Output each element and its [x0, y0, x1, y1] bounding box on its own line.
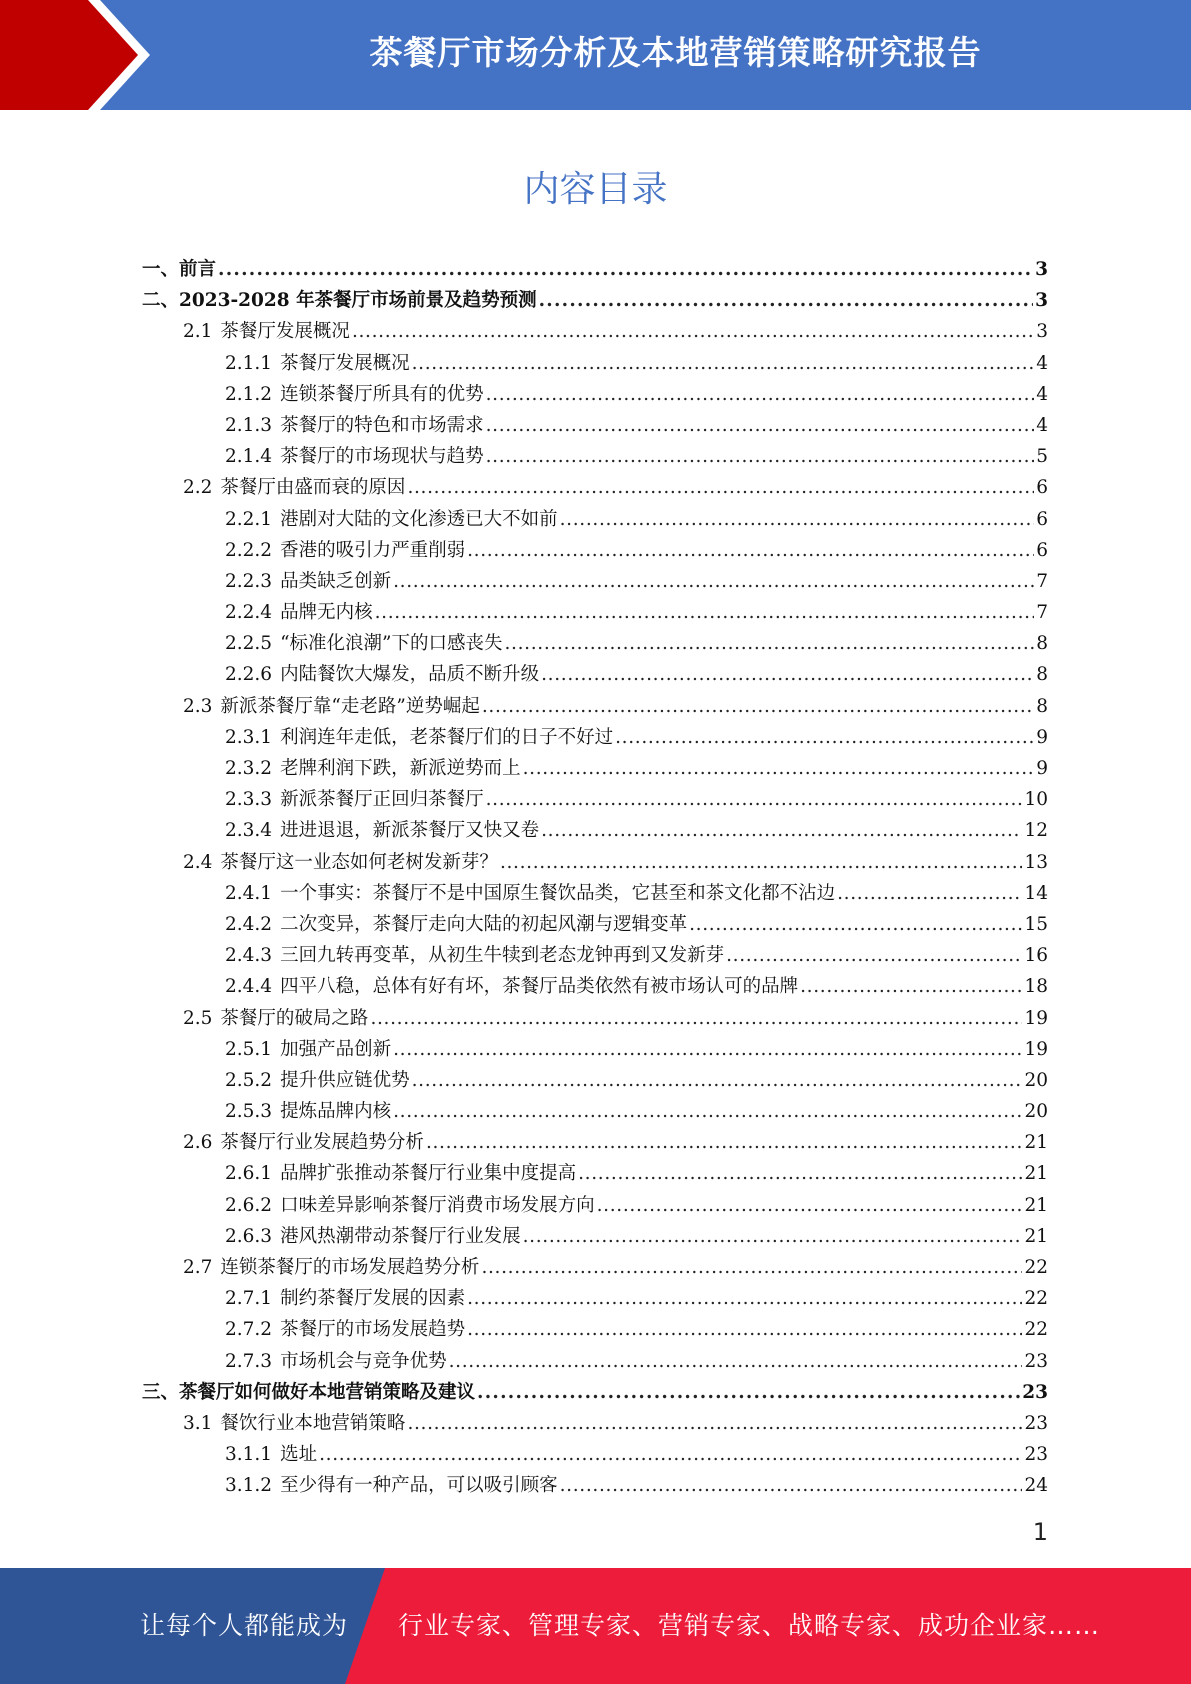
- toc-entry[interactable]: [142, 1377, 1048, 1408]
- toc-entry[interactable]: [142, 504, 1048, 535]
- toc-entry-text: 港剧对大陆的文化渗透已大不如前: [280, 508, 558, 530]
- toc-dot-leader: [615, 722, 1034, 753]
- toc-entry-text: 品类缺乏创新: [280, 570, 392, 592]
- toc-entry-number: 2.1: [183, 321, 213, 343]
- footer-banner: [0, 1568, 1191, 1684]
- document-title: 茶餐厅市场分析及本地营销策略研究报告: [369, 33, 982, 72]
- toc-entry-page: 4: [1036, 352, 1048, 374]
- toc-entry-label: [142, 815, 541, 846]
- toc-entry[interactable]: [142, 316, 1048, 347]
- toc-entry[interactable]: [142, 1314, 1048, 1345]
- toc-entry-text: 市场机会与竞争优势: [280, 1350, 447, 1372]
- toc-entry[interactable]: [142, 254, 1048, 285]
- toc-entry-text: 茶餐厅的破局之路: [220, 1007, 369, 1029]
- toc-dot-leader: [449, 1346, 1023, 1377]
- toc-dot-leader: [523, 753, 1035, 784]
- toc-entry-page: 19: [1024, 1038, 1048, 1060]
- toc-entry[interactable]: [142, 691, 1048, 722]
- toc-entry-text: 茶餐厅的市场现状与趋势: [280, 446, 484, 468]
- toc-entry-label: [142, 410, 486, 441]
- toc-dot-leader: [412, 348, 1035, 379]
- toc-entry[interactable]: [142, 722, 1048, 753]
- toc-entry-number: 2.7.3: [225, 1350, 273, 1372]
- toc-heading: 内容目录: [523, 169, 668, 210]
- toc-dot-leader: [486, 441, 1035, 472]
- toc-entry-page: 21: [1024, 1163, 1048, 1185]
- toc-entry-label: [142, 1034, 393, 1065]
- toc-entry-page: 3: [1035, 290, 1048, 312]
- toc-entry-page: 15: [1024, 913, 1048, 935]
- header-arrow-red: [0, 0, 138, 110]
- toc-entry[interactable]: [142, 285, 1048, 316]
- toc-dot-leader: [407, 1408, 1022, 1439]
- toc-entry-page: 24: [1024, 1475, 1048, 1497]
- header-arrow-blue-notch: [0, 0, 8, 110]
- toc-entry[interactable]: [142, 659, 1048, 690]
- toc-entry-page: 9: [1036, 726, 1048, 748]
- toc-entry-page: 5: [1036, 446, 1048, 468]
- toc-entry-page: 16: [1024, 945, 1048, 967]
- toc-entry-page: 21: [1024, 1225, 1048, 1247]
- toc-entry-label: [142, 597, 375, 628]
- toc-entry-page: 7: [1036, 602, 1048, 624]
- toc-entry[interactable]: [142, 1034, 1048, 1065]
- toc-entry-number: 2.7.1: [225, 1288, 273, 1310]
- toc-entry-label: [142, 909, 689, 940]
- toc-dot-leader: [541, 815, 1022, 846]
- toc-entry-text: 连锁茶餐厅所具有的优势: [280, 383, 484, 405]
- toc-entry-page: 4: [1036, 414, 1048, 436]
- toc-entry-label: [142, 1221, 523, 1252]
- toc-entry-text: “标准化浪潮”下的口感丧失: [280, 633, 503, 655]
- toc-dot-leader: [412, 1065, 1023, 1096]
- toc-entry-page: 7: [1036, 570, 1048, 592]
- toc-entry-label: [142, 1408, 407, 1439]
- toc-entry-label: [142, 348, 412, 379]
- toc-dot-leader: [541, 659, 1034, 690]
- toc-entry-text: 茶餐厅这一业态如何老树发新芽？: [220, 851, 498, 873]
- toc-entry-text: 品牌无内核: [280, 602, 373, 624]
- toc-entry-label: [142, 1252, 481, 1283]
- toc-entry-number: 2.2.2: [225, 539, 273, 561]
- toc-entry-text: 茶餐厅发展概况: [280, 352, 410, 374]
- toc-entry[interactable]: [142, 441, 1048, 472]
- toc-entry-number: 2.4.3: [225, 945, 273, 967]
- toc-entry[interactable]: [142, 1408, 1048, 1439]
- toc-entry-number: 2.1.1: [225, 352, 273, 374]
- toc-entry[interactable]: [142, 847, 1048, 878]
- toc-entry-label: [142, 1065, 412, 1096]
- toc-entry-label: [142, 971, 800, 1002]
- toc-entry-page: 21: [1024, 1194, 1048, 1216]
- toc-entry-label: [142, 659, 541, 690]
- toc-entry-text: 一个事实：茶餐厅不是中国原生餐饮品类，它甚至和茶文化都不沾边: [280, 882, 836, 904]
- toc-entry-label: [142, 1096, 393, 1127]
- toc-dot-leader: [467, 535, 1034, 566]
- toc-entry-label: [142, 1158, 578, 1189]
- toc-entry-page: 13: [1024, 851, 1048, 873]
- toc-entry-number: 一、: [142, 259, 180, 280]
- toc-dot-leader: [467, 1314, 1022, 1345]
- toc-entry[interactable]: [142, 1439, 1048, 1470]
- toc-entry-page: 6: [1036, 508, 1048, 530]
- toc-entry-page: 9: [1036, 758, 1048, 779]
- toc-entry-text: 香港的吸引力严重削弱: [280, 539, 466, 561]
- toc-entry[interactable]: [142, 971, 1048, 1002]
- toc-entry-number: 2.3.2: [225, 758, 273, 779]
- toc-entry-page: 18: [1024, 976, 1048, 998]
- toc-entry-label: [142, 535, 467, 566]
- toc-entry-label: [142, 1283, 467, 1314]
- toc-entry-text: 进进退退，新派茶餐厅又快又卷: [280, 820, 540, 842]
- toc-entry[interactable]: [142, 566, 1048, 597]
- toc-entry[interactable]: [142, 1065, 1048, 1096]
- toc-entry-page: 20: [1024, 1069, 1048, 1091]
- toc-entry-text: 茶餐厅的特色和市场需求: [280, 414, 484, 436]
- toc-entry-number: 2.5.3: [225, 1101, 273, 1123]
- toc-entry-text: 茶餐厅发展概况: [220, 321, 350, 343]
- toc-entry-number: 2.3: [183, 695, 213, 717]
- toc-entry-text: 茶餐厅由盛而衰的原因: [220, 477, 406, 499]
- toc-dot-leader: [393, 1034, 1022, 1065]
- toc-entry[interactable]: [142, 1221, 1048, 1252]
- toc-dot-leader: [375, 597, 1035, 628]
- toc-entry-text: 前言: [179, 259, 217, 280]
- toc-entry-number: 2.7: [183, 1257, 213, 1278]
- toc-entry-number: 2.2.6: [225, 664, 273, 686]
- toc-entry-label: [142, 691, 482, 722]
- table-of-contents: [142, 254, 1048, 1502]
- toc-entry-text: 内陆餐饮大爆发，品质不断升级: [280, 664, 540, 686]
- toc-entry-number: 2.3.4: [225, 820, 273, 842]
- toc-dot-leader: [486, 410, 1035, 441]
- toc-entry-label: [142, 1314, 467, 1345]
- toc-entry-page: 22: [1024, 1319, 1048, 1341]
- toc-entry-text: 港风热潮带动茶餐厅行业发展: [280, 1225, 521, 1247]
- footer-slogan-left: 让每个人都能成为: [140, 1611, 349, 1640]
- toc-entry-number: 2.6.3: [225, 1225, 273, 1247]
- toc-entry-number: 2.2.5: [225, 633, 273, 655]
- toc-entry-number: 2.6.1: [225, 1163, 273, 1185]
- toc-entry[interactable]: [142, 410, 1048, 441]
- footer-slogan-right: 行业专家、管理专家、营销专家、战略专家、成功企业家……: [398, 1611, 1101, 1640]
- toc-entry[interactable]: [142, 1283, 1048, 1314]
- toc-entry-page: 3: [1036, 321, 1048, 343]
- toc-entry[interactable]: [142, 1096, 1048, 1127]
- toc-entry-number: 2.2.4: [225, 602, 273, 624]
- toc-entry-label: [142, 254, 218, 285]
- toc-entry-text: 2023-2028 年茶餐厅市场前景及趋势预测: [179, 290, 537, 312]
- toc-entry-number: 3.1: [183, 1412, 213, 1434]
- toc-dot-leader: [505, 628, 1035, 659]
- toc-entry-number: 2.4.4: [225, 976, 273, 998]
- toc-dot-leader: [319, 1439, 1022, 1470]
- toc-entry-text: 连锁茶餐厅的市场发展趋势分析: [220, 1257, 480, 1278]
- toc-entry[interactable]: [142, 878, 1048, 909]
- toc-entry-text: 茶餐厅的市场发展趋势: [280, 1319, 466, 1341]
- toc-entry-number: 二、: [142, 290, 180, 312]
- toc-entry-page: 10: [1024, 789, 1048, 811]
- toc-entry-text: 提炼品牌内核: [280, 1101, 392, 1123]
- toc-dot-leader: [426, 1127, 1023, 1158]
- toc-entry-page: 20: [1024, 1101, 1048, 1123]
- toc-entry[interactable]: [142, 1127, 1048, 1158]
- toc-entry-number: 三、: [142, 1381, 180, 1403]
- toc-entry-label: [142, 1439, 319, 1470]
- header-banner: [0, 0, 1191, 110]
- toc-entry-number: 2.5: [183, 1007, 213, 1029]
- toc-entry-label: [142, 1190, 597, 1221]
- toc-entry-label: [142, 1127, 426, 1158]
- toc-entry-label: [142, 722, 615, 753]
- toc-entry-page: 22: [1024, 1257, 1048, 1278]
- toc-entry-number: 3.1.2: [225, 1475, 273, 1497]
- toc-dot-leader: [393, 566, 1034, 597]
- toc-entry-text: 四平八稳，总体有好有坏，茶餐厅品类依然有被市场认可的品牌: [280, 976, 799, 998]
- toc-entry-number: 2.2.1: [225, 508, 273, 530]
- toc-entry-number: 3.1.1: [225, 1444, 273, 1466]
- toc-dot-leader: [370, 1003, 1022, 1034]
- toc-entry[interactable]: [142, 1158, 1048, 1189]
- toc-entry-text: 利润连年走低，老茶餐厅们的日子不好过: [280, 726, 614, 748]
- toc-entry-text: 三回九转再变革，从初生牛犊到老态龙钟再到又发新芽: [280, 945, 725, 967]
- toc-entry-text: 二次变异，茶餐厅走向大陆的初起风潮与逻辑变革: [280, 913, 688, 935]
- toc-entry-text: 新派茶餐厅靠“走老路”逆势崛起: [220, 695, 480, 717]
- toc-entry-page: 23: [1024, 1412, 1048, 1434]
- toc-dot-leader: [486, 379, 1035, 410]
- toc-entry-page: 21: [1024, 1132, 1048, 1154]
- toc-dot-leader: [500, 847, 1023, 878]
- toc-dot-leader: [726, 940, 1022, 971]
- toc-entry-number: 2.7.2: [225, 1319, 273, 1341]
- toc-dot-leader: [800, 971, 1022, 1002]
- toc-entry-text: 老牌利润下跌，新派逆势而上: [280, 758, 521, 779]
- toc-entry-page: 23: [1022, 1381, 1048, 1403]
- toc-entry-label: [142, 784, 486, 815]
- toc-entry[interactable]: [142, 535, 1048, 566]
- toc-entry-label: [142, 379, 486, 410]
- toc-entry-number: 2.1.3: [225, 414, 273, 436]
- toc-entry[interactable]: [142, 753, 1048, 784]
- toc-entry-label: [142, 441, 486, 472]
- toc-entry[interactable]: [142, 1470, 1048, 1501]
- toc-entry-number: 2.3.3: [225, 789, 273, 811]
- toc-entry[interactable]: [142, 472, 1048, 503]
- toc-entry[interactable]: [142, 1346, 1048, 1377]
- toc-entry[interactable]: [142, 909, 1048, 940]
- toc-dot-leader: [523, 1221, 1023, 1252]
- toc-entry-page: 8: [1036, 695, 1048, 717]
- toc-dot-leader: [578, 1158, 1022, 1189]
- toc-entry-number: 2.1.4: [225, 446, 273, 468]
- header-arrow-icon: [0, 0, 160, 110]
- toc-entry-page: 8: [1036, 633, 1048, 655]
- toc-entry-text: 口味差异影响茶餐厅消费市场发展方向: [280, 1194, 595, 1216]
- toc-dot-leader: [467, 1283, 1022, 1314]
- toc-entry-page: 4: [1036, 383, 1048, 405]
- toc-dot-leader: [477, 1377, 1020, 1408]
- toc-entry[interactable]: [142, 1190, 1048, 1221]
- toc-entry-label: [142, 1346, 449, 1377]
- toc-entry-label: [142, 753, 523, 784]
- toc-entry[interactable]: [142, 940, 1048, 971]
- toc-entry[interactable]: [142, 1252, 1048, 1283]
- toc-entry-label: [142, 566, 393, 597]
- toc-entry-number: 2.4.1: [225, 882, 273, 904]
- toc-entry-text: 新派茶餐厅正回归茶餐厅: [280, 789, 484, 811]
- toc-entry-text: 至少得有一种产品，可以吸引顾客: [280, 1475, 558, 1497]
- toc-entry-number: 2.1.2: [225, 383, 273, 405]
- toc-entry-text: 品牌扩张推动茶餐厅行业集中度提高: [280, 1163, 577, 1185]
- toc-dot-leader: [539, 285, 1034, 316]
- toc-entry-page: 23: [1024, 1444, 1048, 1466]
- toc-entry-label: [142, 285, 539, 316]
- toc-entry-label: [142, 1003, 370, 1034]
- toc-dot-leader: [560, 504, 1035, 535]
- toc-entry-number: 2.6.2: [225, 1194, 273, 1216]
- toc-entry-page: 12: [1024, 820, 1048, 842]
- toc-entry-number: 2.2: [183, 477, 213, 499]
- toc-dot-leader: [482, 691, 1034, 722]
- toc-entry[interactable]: [142, 348, 1048, 379]
- toc-entry-page: 14: [1024, 882, 1048, 904]
- toc-entry[interactable]: [142, 597, 1048, 628]
- toc-dot-leader: [486, 784, 1023, 815]
- toc-entry-page: 3: [1035, 259, 1048, 280]
- toc-entry[interactable]: [142, 379, 1048, 410]
- toc-entry-text: 提升供应链优势: [280, 1069, 410, 1091]
- toc-entry-text: 餐饮行业本地营销策略: [220, 1412, 406, 1434]
- toc-entry-label: [142, 628, 505, 659]
- toc-entry-label: [142, 1470, 560, 1501]
- toc-entry-label: [142, 316, 352, 347]
- toc-entry-number: 2.2.3: [225, 570, 273, 592]
- toc-entry-label: [142, 472, 407, 503]
- toc-dot-leader: [560, 1470, 1023, 1501]
- toc-entry[interactable]: [142, 815, 1048, 846]
- toc-entry-label: [142, 847, 500, 878]
- toc-dot-leader: [597, 1190, 1023, 1221]
- toc-dot-leader: [352, 316, 1034, 347]
- toc-entry-number: 2.6: [183, 1132, 213, 1154]
- toc-dot-leader: [407, 472, 1034, 503]
- toc-dot-leader: [218, 254, 1033, 285]
- toc-entry-text: 茶餐厅行业发展趋势分析: [220, 1132, 424, 1154]
- toc-entry-number: 2.5.1: [225, 1038, 273, 1060]
- toc-entry-number: 2.5.2: [225, 1069, 273, 1091]
- toc-dot-leader: [689, 909, 1022, 940]
- toc-entry-text: 茶餐厅如何做好本地营销策略及建议: [179, 1381, 476, 1403]
- toc-entry-label: [142, 940, 726, 971]
- toc-entry-page: 8: [1036, 664, 1048, 686]
- toc-entry-page: 22: [1024, 1288, 1048, 1310]
- toc-entry[interactable]: [142, 1003, 1048, 1034]
- toc-entry-text: 制约茶餐厅发展的因素: [280, 1288, 466, 1310]
- toc-entry-page: 6: [1036, 477, 1048, 499]
- toc-entry-number: 2.4: [183, 851, 213, 873]
- toc-entry-label: [142, 1377, 477, 1408]
- toc-entry-text: 选址: [280, 1444, 318, 1466]
- toc-entry-page: 19: [1024, 1007, 1048, 1029]
- toc-entry-label: [142, 878, 837, 909]
- toc-dot-leader: [393, 1096, 1022, 1127]
- toc-entry-page: 6: [1036, 539, 1048, 561]
- toc-dot-leader: [837, 878, 1022, 909]
- toc-entry-text: 加强产品创新: [280, 1038, 392, 1060]
- toc-entry-label: [142, 504, 560, 535]
- toc-entry-page: 23: [1024, 1350, 1048, 1372]
- toc-entry[interactable]: [142, 628, 1048, 659]
- toc-entry[interactable]: [142, 784, 1048, 815]
- toc-entry-number: 2.3.1: [225, 726, 273, 748]
- toc-dot-leader: [481, 1252, 1022, 1283]
- toc-entry-number: 2.4.2: [225, 913, 273, 935]
- page-number: 1: [1032, 1518, 1048, 1546]
